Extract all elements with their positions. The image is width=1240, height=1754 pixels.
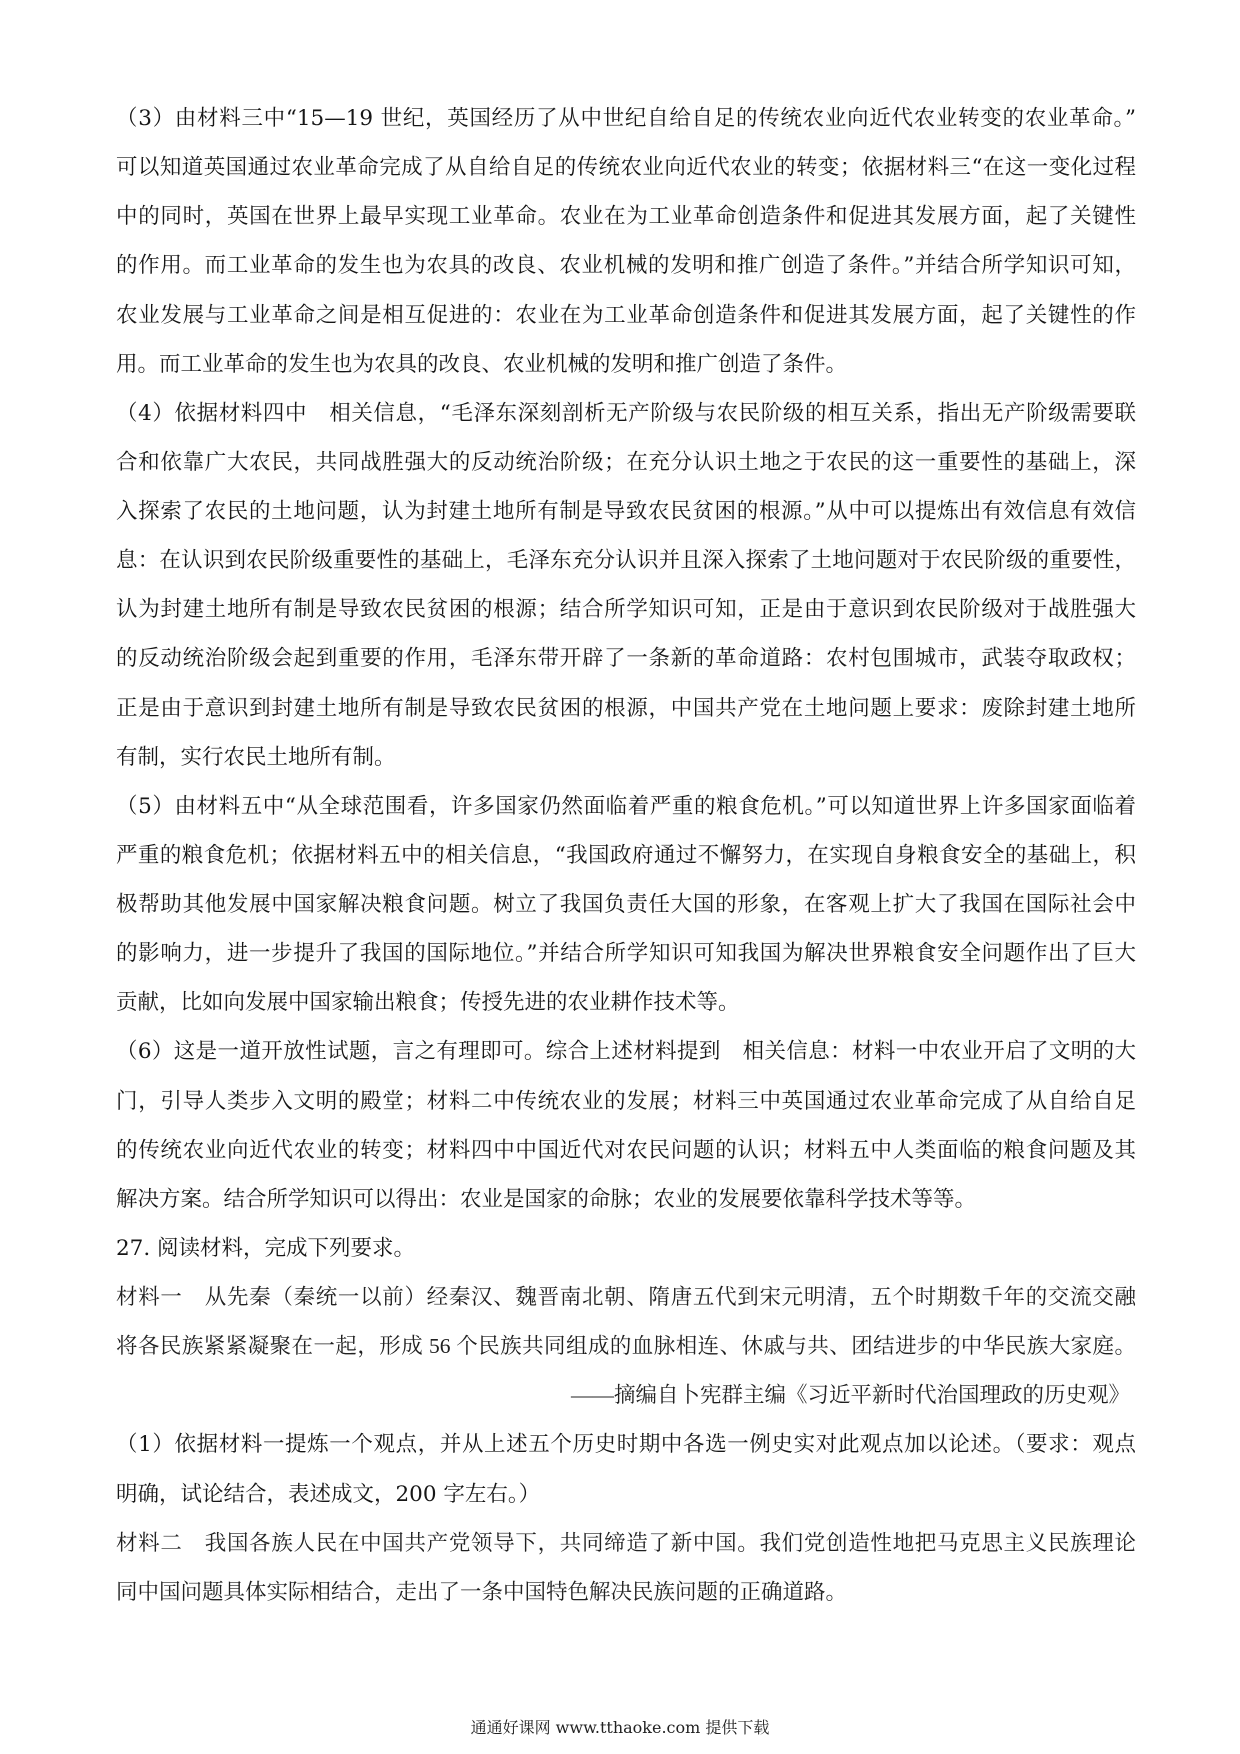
text-line: （6）这是一道开放性试题，言之有理即可。综合上述材料提到 相关信息：材料一中农业开启了文明的大 xyxy=(116,1039,1136,1065)
text-line: 极帮助其他发展中国家解决粮食问题。树立了我国负责任大国的形象，在客观上扩大了我国在国际社会中 xyxy=(116,892,1136,917)
text-line: （4）依据材料四中 相关信息，“毛泽东深刻剖析无产阶级与农民阶级的相互关系，指出无产阶级需要联 xyxy=(116,400,1136,426)
text-line: 严重的粮食危机；依据材料五中的相关信息，“我国政府通过不懈努力，在实现自身粮食安全的基础上，积 xyxy=(116,842,1136,868)
text-line: 合和依靠广大农民，共同战胜强大的反动统治阶级；在充分认识土地之于农民的这一重要性的基础上，深 xyxy=(116,449,1136,475)
text-line: 有制，实行农民土地所有制。 xyxy=(116,744,396,770)
text-line: 息：在认识到农民阶级重要性的基础上，毛泽东充分认识并且深入探索了土地问题对于农民阶级的重要性， xyxy=(116,548,1136,574)
text-line: 解决方案。结合所学知识可以得出：农业是国家的命脉；农业的发展要依靠科学技术等等。 xyxy=(116,1186,977,1212)
text-line: 贡献，比如向发展中国家输出粮食；传授先进的农业耕作技术等。 xyxy=(116,990,740,1016)
text-line: 农业发展与工业革命之间是相互促进的：农业在为工业革命创造条件和促进其发展方面，起了关键性的作 xyxy=(116,302,1136,328)
material-2 xyxy=(116,1519,1136,1617)
question-27 xyxy=(116,1224,1136,1617)
text-line: 认为封建土地所有制是导致农民贫困的根源；结合所学知识可知，正是由于意识到农民阶级对于战胜强大 xyxy=(116,597,1136,623)
text-line: （3）由材料三中“15—19 世纪，英国经历了从中世纪自给自足的传统农业向近代农业转变的农业革命。” xyxy=(116,106,1136,131)
text-line: （5）由材料五中“从全球范围看，许多国家仍然面临着严重的粮食危机。”可以知道世界上许多国家面临着 xyxy=(116,793,1136,819)
task-line: （1）依据材料一提炼一个观点，并从上述五个历史时期中各选一例史实对此观点加以论述。（要求：观点 xyxy=(116,1432,1136,1458)
material-1 xyxy=(116,1273,1136,1420)
text-line: 的影响力，进一步提升了我国的国际地位。”并结合所学知识可知我国为解决世界粮食安全问题作出了巨大 xyxy=(116,941,1136,967)
text-line: 的传统农业向近代农业的转变；材料四中中国近代对农民问题的认识；材料五中人类面临的粮食问题及其 xyxy=(116,1137,1136,1163)
text-line: 的作用。而工业革命的发生也为农具的改良、农业机械的发明和推广创造了条件。”并结合所学知识可知， xyxy=(116,253,1136,279)
text-line: 的反动统治阶级会起到重要的作用，毛泽东带开辟了一条新的革命道路：农村包围城市，武装夺取政权； xyxy=(116,646,1136,672)
answer-6 xyxy=(116,1027,1136,1224)
text-line: 用。而工业革命的发生也为农具的改良、农业机械的发明和推广创造了条件。 xyxy=(116,351,848,377)
material-line: 材料一 从先秦（秦统一以前）经秦汉、魏晋南北朝、隋唐五代到宋元明清，五个时期数千年的交流交融 xyxy=(116,1285,1136,1309)
answer-5 xyxy=(116,782,1136,1028)
text-line: 可以知道英国通过农业革命完成了从自给自足的传统农业向近代农业的转变；依据材料三“在这一变化过程 xyxy=(116,155,1136,181)
material-line: 将各民族紧紧凝聚在一起，形成 56 个民族共同组成的血脉相连、休戚与共、团结进步的中华民族大家庭。 xyxy=(116,1334,1136,1359)
material-line: 材料二 我国各族人民在中国共产党领导下，共同缔造了新中国。我们党创造性地把马克思主义民族理论 xyxy=(116,1530,1136,1555)
text-line: 正是由于意识到封建土地所有制是导致农民贫困的根源，中国共产党在土地问题上要求：废除封建土地所 xyxy=(116,695,1136,721)
question-heading: 27. 阅读材料，完成下列要求。 xyxy=(116,1235,416,1261)
task-1 xyxy=(116,1420,1136,1518)
text-line: 中的同时，英国在世界上最早实现工业革命。农业在为工业革命创造条件和促进其发展方面，起了关键性 xyxy=(116,204,1136,230)
text-line: 门，引导人类步入文明的殿堂；材料二中传统农业的发展；材料三中英国通过农业革命完成了从自给自足 xyxy=(116,1088,1136,1114)
page-content xyxy=(116,94,1136,1617)
material-source: ——摘编自卜宪群主编《习近平新时代治国理政的历史观》 xyxy=(570,1383,1130,1408)
text-line: 入探索了农民的土地问题，认为封建土地所有制是导致农民贫困的根源。”从中可以提炼出有效信息有效信 xyxy=(116,499,1136,524)
task-line: 明确，试论结合，表述成文，200 字左右。） xyxy=(116,1481,541,1507)
page-footer: 通通好课网 www.tthaoke.com 提供下载 xyxy=(470,1718,770,1737)
material-line: 同中国问题具体实际相结合，走出了一条中国特色解决民族问题的正确道路。 xyxy=(116,1579,848,1604)
answer-3 xyxy=(116,94,1136,389)
answer-4 xyxy=(116,389,1136,782)
